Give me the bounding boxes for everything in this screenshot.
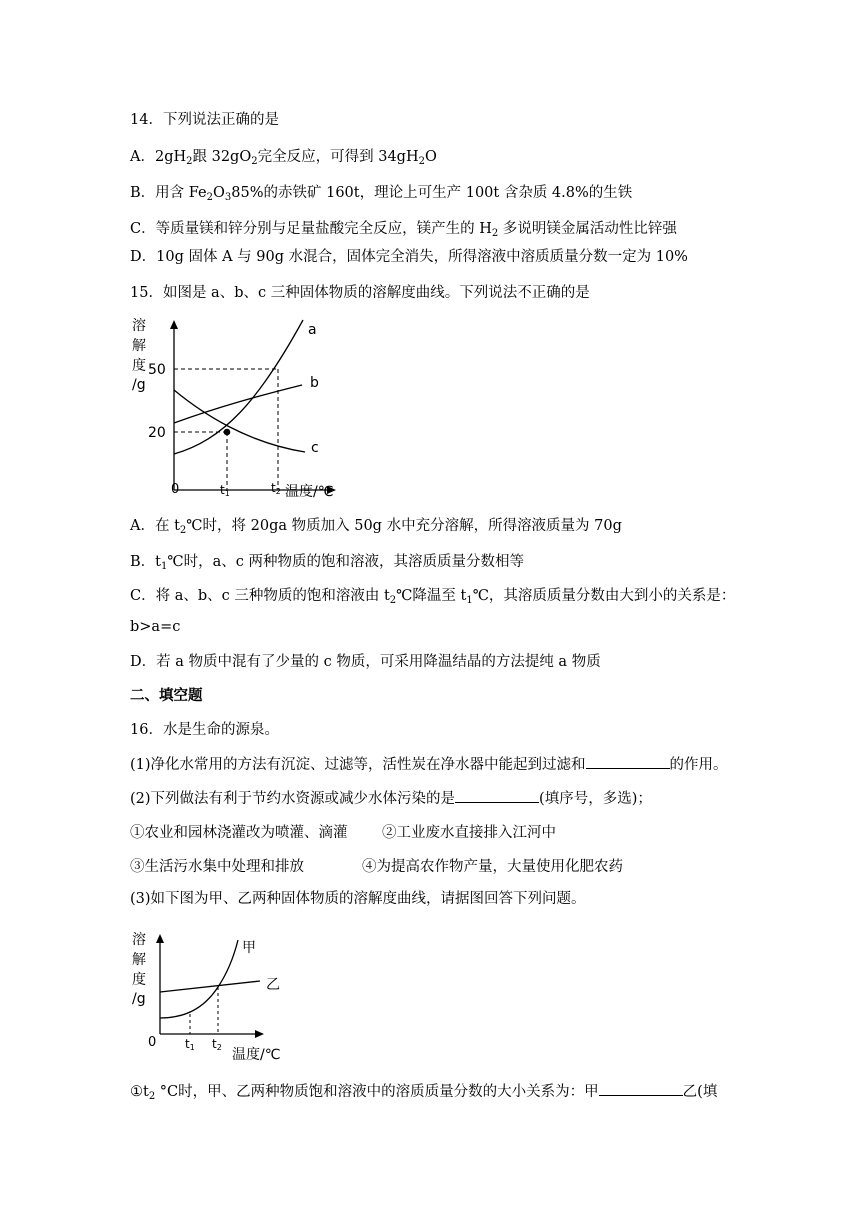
solubility-chart-jia-yi (128, 926, 298, 1066)
q16-part3: (3)如下图为甲、乙两种固体物质的溶解度曲线，请据图回答下列问题。 (130, 891, 586, 907)
q14-option-b[interactable]: B．用含 $Fe_2O_385\%$的赤铁矿 160t，理论上可生产 100t 含杂质 4.8%的生铁 (130, 185, 633, 203)
q16-option-3: ③生活污水集中处理和排放 (130, 859, 304, 875)
q15-stem: 15．如图是 a、b、c 三种固体物质的溶解度曲线。下列说法不正确的是 (130, 285, 590, 301)
chart1-xlabel: 温度/℃ (285, 484, 334, 500)
q14-stem: 14．下列说法正确的是 (130, 112, 279, 128)
chart1-intersection-point (224, 429, 231, 436)
solubility-chart-abc (128, 312, 348, 502)
chart1-ylabel (132, 317, 146, 393)
chart1-series-c-label: c (311, 440, 319, 456)
chart2-series-yi-label: 乙 (266, 977, 280, 993)
q15-option-b[interactable]: B．$t_1℃$时，a、c 两种物质的饱和溶液，其溶质质量分数相等 (130, 554, 524, 572)
q16-part3-sub1: $①t_2$ °C时，甲、乙两种物质饱和溶液中的溶质质量分数的大小关系为：甲 乙(填 (130, 1081, 717, 1107)
svg-text:度: 度 (132, 358, 146, 374)
chart1-origin-label: 0 (171, 482, 180, 497)
q14-option-a[interactable]: A．$2gH_2$跟 $32gO_2$完全反应，可得到 $34gH_2O$ (130, 149, 437, 167)
chart2-xtick-t2: t2 (212, 1037, 222, 1052)
q16-part2: (2)下列做法有利于节约水资源或减少水体污染的是 (填序号，多选)； (130, 788, 652, 809)
q15-option-a[interactable]: A．在 $t_2℃$时，将 20ga 物质加入 50g 水中充分溶解，所得溶液质量为 70g (130, 518, 622, 536)
svg-text:/g: /g (132, 991, 146, 1007)
q16-option-1: ①农业和园林浇灌改为喷灌、滴灌 (130, 825, 348, 841)
q16-part3-blank[interactable] (599, 1081, 683, 1096)
q14-option-d[interactable]: D．10g 固体 A 与 90g 水混合，固体完全消失，所得溶液中溶质质量分数一定为 10% (130, 249, 688, 265)
chart1-ytick-50: 50 (148, 362, 166, 378)
svg-text:解: 解 (132, 338, 146, 354)
chart1-series-a-label: a (308, 322, 317, 338)
chart1-series-b-label: b (310, 375, 319, 391)
q16-stem: 16．水是生命的源泉。 (130, 722, 279, 738)
q15-option-d[interactable]: D．若 a 物质中混有了少量的 c 物质，可采用降温结晶的方法提纯 a 物质 (130, 654, 601, 670)
q15-option-c-cont: b>a=c (130, 619, 181, 635)
q16-option-2: ②工业废水直接排入江河中 (382, 825, 556, 841)
chart1-curve-c (174, 390, 305, 452)
q14-option-c[interactable]: C．等质量镁和锌分别与足量盐酸完全反应，镁产生的 $H_2$ 多说明镁金属活动性比锌强 (130, 221, 677, 239)
chart2-ylabel (132, 931, 146, 1007)
svg-text:解: 解 (132, 952, 146, 968)
svg-text:度: 度 (132, 972, 146, 988)
q16-part2-blank[interactable] (455, 788, 539, 803)
chart2-xtick-t1: t1 (185, 1037, 195, 1052)
chart2-series-jia-label: 甲 (242, 940, 256, 956)
chart2-curve-jia (160, 940, 238, 1018)
svg-text:溶: 溶 (132, 318, 146, 334)
q16-option-4: ④为提高农作物产量，大量使用化肥农药 (362, 859, 623, 875)
svg-text:/g: /g (132, 377, 146, 393)
q16-part1: (1)净化水常用的方法有沉淀、过滤等，活性炭在净水器中能起到过滤和 的作用。 (130, 754, 728, 775)
q15-option-c[interactable]: C．将 a、b、c 三种物质的饱和溶液由 $t_2℃$降温至 $t_1℃$，其溶质质量分数由大到小的关系是： (130, 588, 736, 606)
chart1-curve-a (174, 320, 303, 454)
chart2-curve-yi (160, 981, 260, 992)
svg-text:溶: 溶 (132, 932, 146, 948)
chart2-xlabel: 温度/℃ (232, 1047, 281, 1063)
q16-part1-blank[interactable] (586, 754, 670, 769)
chart1-xtick-t1: t1 (220, 483, 230, 498)
section-title-fill-in: 二、填空题 (130, 687, 203, 704)
chart2-origin-label: 0 (148, 1035, 157, 1050)
chart1-xtick-t2: t2 (271, 481, 281, 496)
chart1-ytick-20: 20 (148, 425, 166, 441)
